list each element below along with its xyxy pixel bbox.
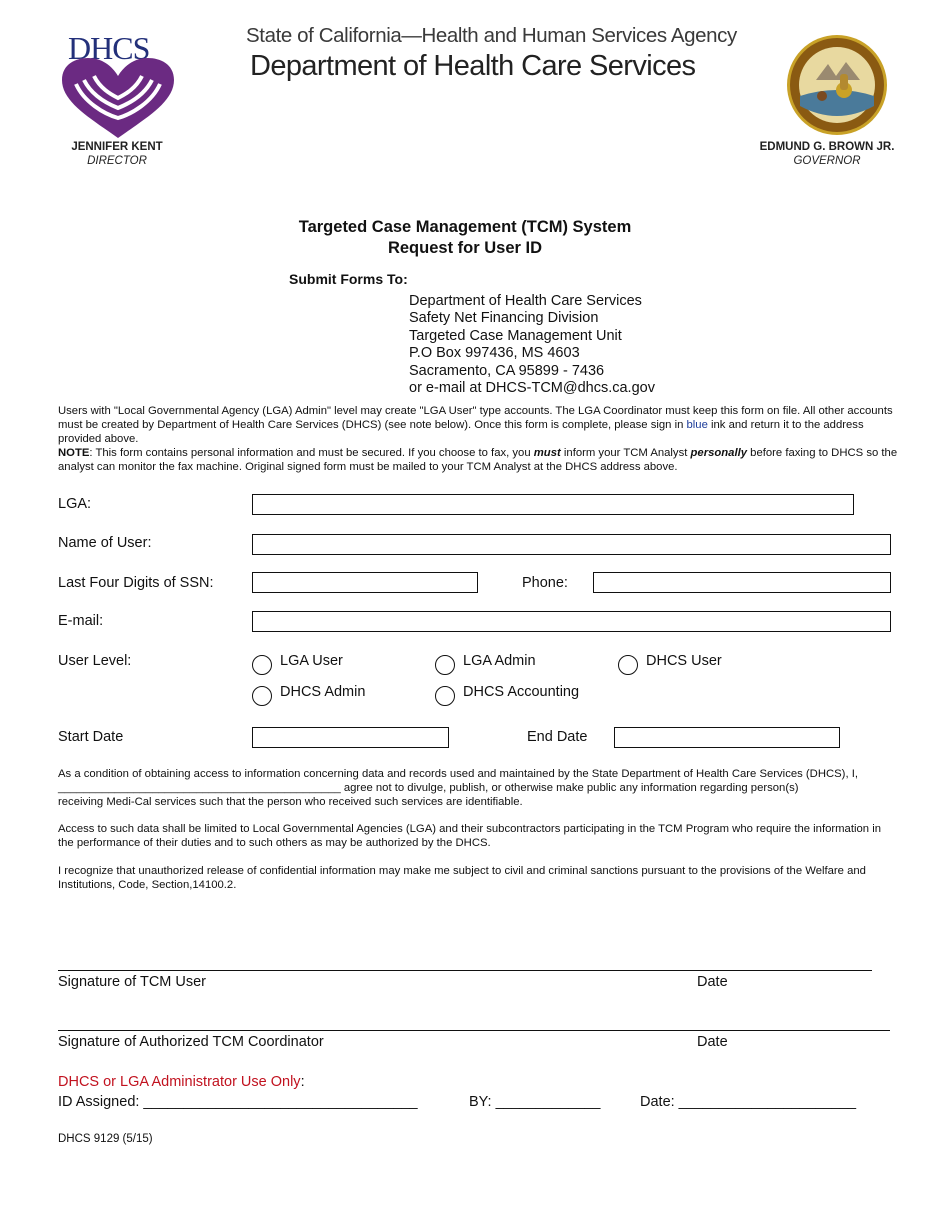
address-line: P.O Box 997436, MS 4603 <box>409 345 580 362</box>
radio-label-lga-admin: LGA Admin <box>463 653 536 669</box>
admin-date-field[interactable]: Date: ______________________ <box>640 1094 857 1110</box>
id-assigned-field[interactable]: ID Assigned: __________________________________ <box>58 1094 418 1110</box>
radio-dhcs-user[interactable] <box>618 655 638 675</box>
address-line: Safety Net Financing Division <box>409 310 599 327</box>
california-seal-icon <box>786 34 888 136</box>
heart-hands-icon <box>60 58 176 140</box>
blue-ink-word: blue <box>686 418 708 431</box>
address-line: Sacramento, CA 95899 - 7436 <box>409 362 605 379</box>
name-of-user-input[interactable] <box>252 534 891 555</box>
start-date-label: Start Date <box>58 729 124 745</box>
coordinator-date-label: Date <box>697 1034 728 1050</box>
director-title: DIRECTOR <box>87 155 147 167</box>
coordinator-signature-label: Signature of Authorized TCM Coordinator <box>58 1034 324 1050</box>
admin-use-heading: DHCS or LGA Administrator Use Only: <box>58 1074 305 1090</box>
radio-label-dhcs-admin: DHCS Admin <box>280 684 366 700</box>
agreement-paragraph-3: I recognize that unauthorized release of confidential information may make me subject to civil and criminal sanctions pursuant to the provisions of the Welfare and Institutions, Code, Section,14100.2. <box>58 865 866 891</box>
radio-label-dhcs-user: DHCS User <box>646 653 722 669</box>
tcm-user-signature-label: Signature of TCM User <box>58 974 207 990</box>
radio-lga-admin[interactable] <box>435 655 455 675</box>
submit-forms-label: Submit Forms To: <box>289 271 408 287</box>
governor-title: GOVERNOR <box>793 155 861 167</box>
agreement-paragraph-1: As a condition of obtaining access to information concerning data and records used and maintained by the State Department of Health Care Services (DHCS), I, _____________________________________________ agree not to divulge, publish, or otherwise make public any information regarding person(s) receiving Medi-Cal services such that the person who received such services are identifiable. <box>58 768 858 808</box>
governor-name: EDMUND G. BROWN JR. <box>759 141 895 153</box>
start-date-input[interactable] <box>252 727 449 748</box>
user-level-label: User Level: <box>58 653 132 669</box>
agency-name: State of California—Health and Human Services Agency <box>246 24 737 47</box>
name-of-user-label: Name of User: <box>58 535 152 551</box>
phone-input[interactable] <box>593 572 891 593</box>
form-title: Targeted Case Management (TCM) System <box>298 218 632 236</box>
form-subtitle: Request for User ID <box>387 239 543 257</box>
note-label: NOTE <box>58 447 90 459</box>
radio-label-lga-user: LGA User <box>280 653 343 669</box>
intro-paragraph: Users with "Local Governmental Agency (LGA) Admin" level may create "LGA User" type accounts. The LGA Coordinator must keep this form on file. All other accounts must be created by Department of Health Care Services (DHCS) (see note below). Once this form is complete, please sign in blue ink and return it to the address provided above. <box>58 405 893 445</box>
end-date-label: End Date <box>527 729 588 745</box>
radio-dhcs-accounting[interactable] <box>435 686 455 706</box>
radio-label-dhcs-accounting: DHCS Accounting <box>463 684 580 700</box>
end-date-input[interactable] <box>614 727 840 748</box>
submit-address <box>409 293 655 397</box>
address-line: Department of Health Care Services <box>409 293 642 309</box>
coordinator-signature-line[interactable] <box>58 1030 890 1031</box>
note-paragraph: NOTE: This form contains personal information and must be secured. If you choose to fax, you must inform your TCM Analyst personally before faxing to DHCS so the analyst can monitor the fax machine. Original signed form must be mailed to your TCM Analyst at the DHCS address above. <box>58 447 898 473</box>
lga-input[interactable] <box>252 494 854 515</box>
radio-dhcs-admin[interactable] <box>252 686 272 706</box>
assigned-by-field[interactable]: BY: _____________ <box>469 1094 601 1110</box>
dhcs-logo-text: DHCS <box>68 30 150 66</box>
phone-label: Phone: <box>522 575 568 591</box>
dhcs-logo <box>60 30 176 140</box>
agreement-paragraph-2: Access to such data shall be limited to Local Governmental Agencies (LGA) and their subcontractors participating in the TCM Program who require the information in the performance of their duties and to such others as may be authorized by the DHCS. <box>58 823 881 849</box>
tcm-user-date-label: Date <box>697 974 728 990</box>
ssn-label: Last Four Digits of SSN: <box>58 575 214 591</box>
email-label: E-mail: <box>58 613 104 629</box>
department-name: Department of Health Care Services <box>250 50 696 82</box>
lga-label: LGA: <box>58 496 92 512</box>
address-line: or e-mail at DHCS-TCM@dhcs.ca.gov <box>409 380 655 397</box>
email-input[interactable] <box>252 611 891 632</box>
ssn-input[interactable] <box>252 572 478 593</box>
director-name: JENNIFER KENT <box>71 141 163 153</box>
tcm-user-signature-line[interactable] <box>58 970 872 971</box>
radio-lga-user[interactable] <box>252 655 272 675</box>
form-number: DHCS 9129 (5/15) <box>58 1133 153 1145</box>
address-line: Targeted Case Management Unit <box>409 327 622 344</box>
